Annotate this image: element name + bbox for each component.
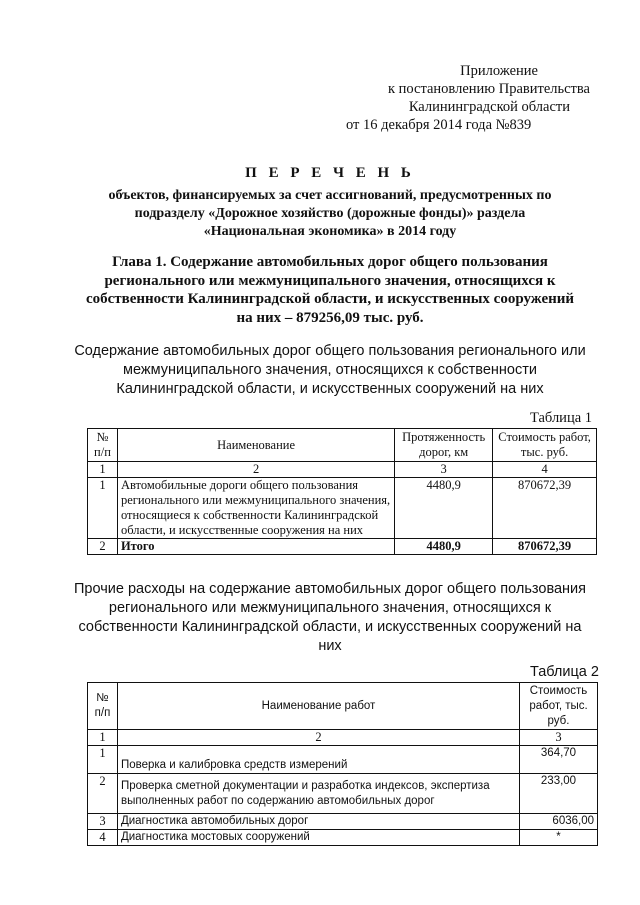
header-length: Протяженность дорог, км	[395, 429, 493, 462]
appendix-line: к постановлению Правительства	[388, 81, 590, 97]
section-line: собственности Калининградской области, и искусственных сооружений на	[78, 619, 582, 635]
header-name: Наименование работ	[117, 683, 519, 730]
table1	[87, 428, 597, 555]
row-cost: 870672,39	[493, 539, 597, 555]
chapter-line: собственности Калининградской области, и искусственных сооружений	[85, 291, 575, 307]
table1-caption: Таблица 1	[530, 410, 593, 426]
index-cell: 3	[395, 462, 493, 478]
row-cost: *	[520, 830, 598, 846]
index-cell: 4	[493, 462, 597, 478]
row-length: 4480,9	[395, 478, 493, 539]
header-cost: Стоимость работ, тыс. руб.	[520, 683, 598, 730]
appendix-line: Калининградской области	[408, 99, 570, 115]
table2-caption: Таблица 2	[530, 664, 599, 680]
section-line: Содержание автомобильных дорог общего пользования регионального или	[74, 343, 586, 359]
row-num: 2	[88, 539, 118, 555]
row-cost: 6036,00	[520, 814, 598, 830]
appendix-date: от 16 декабря 2014 года №839	[346, 117, 532, 133]
row-name: Диагностика мостовых сооружений	[117, 830, 519, 846]
index-cell: 2	[117, 462, 394, 478]
appendix-line: Приложение	[460, 63, 538, 79]
section-line: регионального или межмуниципального значения, относящихся к	[108, 600, 552, 616]
section1-title	[60, 342, 600, 399]
section-line: Калининградской области, и искусственных сооружений на них	[116, 381, 544, 397]
section-line: Прочие расходы на содержание автомобильных дорог общего пользования	[73, 581, 587, 597]
row-name: Проверка сметной документации и разработка индексов, экспертиза выполненных работ по содержанию автомобильных дорог	[117, 774, 519, 814]
chapter-line: Глава 1. Содержание автомобильных дорог общего пользования	[112, 254, 548, 270]
title-line: «Национальная экономика» в 2014 году	[203, 224, 457, 239]
table-row	[88, 774, 598, 814]
chapter-line: регионального или межмуниципального значения, относящихся к	[104, 272, 556, 289]
header-num: № п/п	[88, 683, 118, 730]
row-name: Итого	[117, 539, 394, 555]
document-heading: П Е Р Е Ч Е Н Ь	[245, 165, 415, 181]
row-length: 4480,9	[395, 539, 493, 555]
table-row	[88, 478, 597, 539]
section2-title	[60, 580, 600, 656]
row-name: Диагностика автомобильных дорог	[117, 814, 519, 830]
header-name: Наименование	[117, 429, 394, 462]
header-cost: Стоимость работ, тыс. руб.	[493, 429, 597, 462]
row-num: 1	[88, 746, 118, 774]
header-num: № п/п	[88, 429, 118, 462]
table-row	[88, 814, 598, 830]
document-title	[60, 187, 600, 241]
table-row-total	[88, 539, 597, 555]
title-line: объектов, финансируемых за счет ассигнований, предусмотренных по	[108, 188, 552, 203]
index-cell: 1	[88, 730, 118, 746]
index-cell: 3	[520, 730, 598, 746]
row-num: 2	[88, 774, 118, 814]
table2	[87, 682, 598, 846]
row-name: Автомобильные дороги общего пользования регионального или межмуниципального значения, относящиеся к собственности Калининградской области, и искусственные сооружения на них	[117, 478, 394, 539]
index-cell: 1	[88, 462, 118, 478]
chapter-line: на них – 879256,09 тыс. руб.	[236, 309, 424, 326]
section-line: межмуниципального значения, относящихся к собственности	[123, 362, 537, 378]
row-num: 4	[88, 830, 118, 846]
row-num: 3	[88, 814, 118, 830]
row-num: 1	[88, 478, 118, 539]
title-line: подразделу «Дорожное хозяйство (дорожные фонды)» раздела	[134, 206, 526, 221]
table-row	[88, 746, 598, 774]
row-cost: 364,70	[520, 746, 598, 774]
row-name: Поверка и калибровка средств измерений	[117, 746, 519, 774]
chapter-heading	[60, 253, 600, 327]
row-cost: 870672,39	[493, 478, 597, 539]
table-row	[88, 830, 598, 846]
appendix-block	[300, 62, 590, 134]
section-line: них	[318, 638, 342, 654]
index-cell: 2	[117, 730, 519, 746]
row-cost: 233,00	[520, 774, 598, 814]
